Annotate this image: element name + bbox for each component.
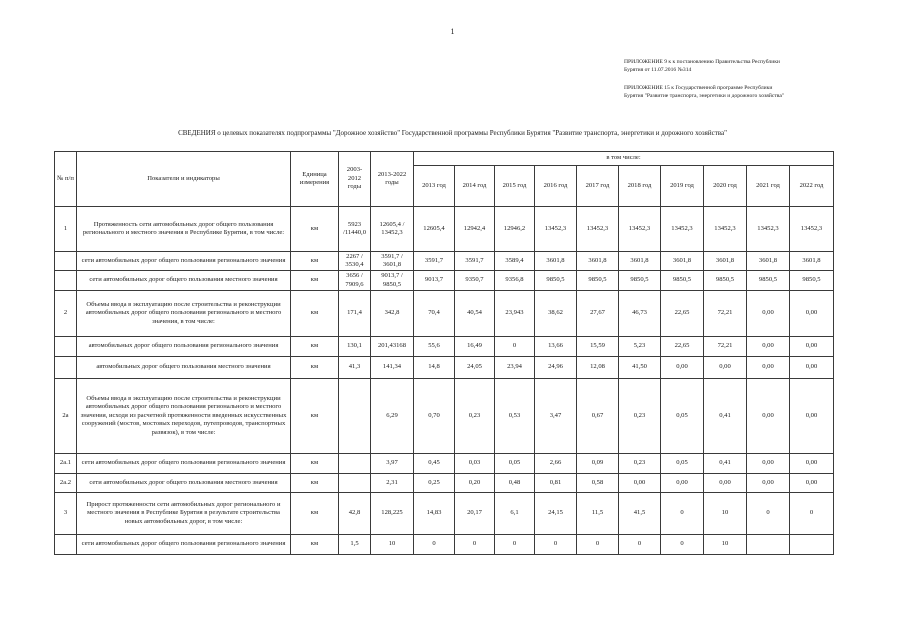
period-2013-2022-cell: 342,8 xyxy=(371,291,414,337)
year-value-cell: 41,5 xyxy=(619,493,661,535)
period-2003-2012-cell: 2267 / 3530,4 xyxy=(339,252,371,271)
period-2003-2012-cell xyxy=(339,379,371,454)
indicator-name-cell: автомобильных дорог общего пользования регионального значения xyxy=(77,337,291,357)
period-2003-2012-cell: 42,8 xyxy=(339,493,371,535)
year-value-cell: 38,62 xyxy=(535,291,577,337)
indicator-name-cell: Объемы ввода в эксплуатацию после строительства и реконструкции автомобильных дорог общего пользования регионального и местного значения, исходя из расчетной протяженности введенных искусственных сооружений (мостов, мостовых переходов, путепроводов, транспортных развязок), в том числе: xyxy=(77,379,291,454)
year-value-cell: 15,59 xyxy=(577,337,619,357)
year-value-cell: 10 xyxy=(704,493,747,535)
header-period-2013-2022: 2013-2022 годы xyxy=(371,152,414,207)
year-value-cell: 9850,5 xyxy=(704,271,747,291)
table-row xyxy=(55,337,834,357)
table-row xyxy=(55,207,834,252)
table-row xyxy=(55,271,834,291)
year-value-cell: 12942,4 xyxy=(455,207,495,252)
indicator-name-cell: автомобильных дорог общего пользования местного значения xyxy=(77,357,291,379)
row-number-cell xyxy=(55,337,77,357)
year-value-cell: 9850,5 xyxy=(619,271,661,291)
year-value-cell: 11,5 xyxy=(577,493,619,535)
year-value-cell: 0,09 xyxy=(577,454,619,474)
year-value-cell: 9850,5 xyxy=(661,271,704,291)
year-value-cell: 3601,8 xyxy=(747,252,790,271)
indicator-name-cell: сети автомобильных дорог общего пользования регионального значения xyxy=(77,454,291,474)
year-value-cell: 70,4 xyxy=(414,291,455,337)
year-value-cell: 3601,8 xyxy=(704,252,747,271)
indicator-name-cell: сети автомобильных дорог общего пользования местного значения xyxy=(77,474,291,493)
year-value-cell: 9850,5 xyxy=(747,271,790,291)
period-2003-2012-cell: 5923 /11440,0 xyxy=(339,207,371,252)
header-year: 2021 год xyxy=(747,166,790,207)
year-value-cell: 0,70 xyxy=(414,379,455,454)
year-value-cell: 9850,5 xyxy=(535,271,577,291)
row-number-cell: 2а.2 xyxy=(55,474,77,493)
year-value-cell: 24,96 xyxy=(535,357,577,379)
header-number: № п/п xyxy=(55,152,77,207)
unit-cell: км xyxy=(291,535,339,555)
row-number-cell xyxy=(55,357,77,379)
year-value-cell: 0 xyxy=(790,493,834,535)
year-value-cell: 3601,8 xyxy=(619,252,661,271)
unit-cell: км xyxy=(291,379,339,454)
attachment-note-1-line2: Бурятия от 11.07.2016 №314 xyxy=(624,67,692,74)
year-value-cell: 72,21 xyxy=(704,291,747,337)
attachment-note-2 xyxy=(624,84,784,101)
indicator-name-cell: Протяженность сети автомобильных дорог общего пользования регионального и местного значения в Республике Бурятия, в том числе: xyxy=(77,207,291,252)
period-2013-2022-cell: 141,34 xyxy=(371,357,414,379)
year-value-cell: 24,15 xyxy=(535,493,577,535)
year-value-cell: 13452,3 xyxy=(747,207,790,252)
header-year: 2018 год xyxy=(619,166,661,207)
year-value-cell: 0,41 xyxy=(704,454,747,474)
year-value-cell: 72,21 xyxy=(704,337,747,357)
year-value-cell: 0,23 xyxy=(619,454,661,474)
period-2013-2022-cell: 201,43168 xyxy=(371,337,414,357)
year-value-cell: 24,05 xyxy=(455,357,495,379)
attachment-note-2-line1: ПРИЛОЖЕНИЕ 15 к Государственной программе Республики xyxy=(624,85,773,91)
year-value-cell: 0,00 xyxy=(747,337,790,357)
period-2013-2022-cell: 3,97 xyxy=(371,454,414,474)
indicator-name-cell: сети автомобильных дорог общего пользования регионального значения xyxy=(77,535,291,555)
header-year: 2016 год xyxy=(535,166,577,207)
year-value-cell: 0,25 xyxy=(414,474,455,493)
year-value-cell: 0,45 xyxy=(414,454,455,474)
year-value-cell: 0,53 xyxy=(495,379,535,454)
year-value-cell: 16,49 xyxy=(455,337,495,357)
year-value-cell: 0,41 xyxy=(704,379,747,454)
year-value-cell: 0,00 xyxy=(747,357,790,379)
year-value-cell: 12,08 xyxy=(577,357,619,379)
year-value-cell: 9356,8 xyxy=(495,271,535,291)
row-number-cell xyxy=(55,271,77,291)
year-value-cell: 0,00 xyxy=(790,337,834,357)
period-2003-2012-cell: 130,1 xyxy=(339,337,371,357)
year-value-cell: 0,00 xyxy=(790,474,834,493)
year-value-cell: 3601,8 xyxy=(790,252,834,271)
period-2003-2012-cell: 1,5 xyxy=(339,535,371,555)
year-value-cell: 3591,7 xyxy=(414,252,455,271)
year-value-cell: 13452,3 xyxy=(535,207,577,252)
year-value-cell: 0,00 xyxy=(790,357,834,379)
year-value-cell: 0 xyxy=(535,535,577,555)
table-row xyxy=(55,252,834,271)
year-value-cell: 3591,7 xyxy=(455,252,495,271)
period-2013-2022-cell: 10 xyxy=(371,535,414,555)
year-value-cell: 22,65 xyxy=(661,337,704,357)
year-value-cell: 13452,3 xyxy=(790,207,834,252)
year-value-cell: 3601,8 xyxy=(577,252,619,271)
year-value-cell: 0 xyxy=(619,535,661,555)
year-value-cell: 9850,5 xyxy=(790,271,834,291)
header-unit: Единица измерения xyxy=(291,152,339,207)
row-number-cell xyxy=(55,535,77,555)
year-value-cell: 0 xyxy=(661,535,704,555)
year-value-cell: 0,00 xyxy=(661,474,704,493)
year-value-cell: 0,00 xyxy=(747,454,790,474)
attachment-note-2-line2: Бурятия "Развитие транспорта, энергетики и дорожного хозяйства" xyxy=(624,93,785,100)
row-number-cell xyxy=(55,252,77,271)
indicator-name-cell: Прирост протяженности сети автомобильных дорог регионального и местного значения в Республике Бурятия в результате строительства новых автомобильных дорог, в том числе: xyxy=(77,493,291,535)
year-value-cell: 0,00 xyxy=(790,379,834,454)
header-year: 2015 год xyxy=(495,166,535,207)
year-value-cell xyxy=(747,535,790,555)
header-year: 2014 год xyxy=(455,166,495,207)
year-value-cell: 6,1 xyxy=(495,493,535,535)
year-value-cell: 0,81 xyxy=(535,474,577,493)
table-row xyxy=(55,291,834,337)
year-value-cell: 0 xyxy=(661,493,704,535)
year-value-cell: 9013,7 xyxy=(414,271,455,291)
year-value-cell: 0 xyxy=(577,535,619,555)
period-2013-2022-cell: 128,225 xyxy=(371,493,414,535)
table-row xyxy=(55,493,834,535)
period-2013-2022-cell: 12605,4 / 13452,3 xyxy=(371,207,414,252)
header-year: 2017 год xyxy=(577,166,619,207)
table-body xyxy=(55,207,834,555)
year-value-cell: 41,50 xyxy=(619,357,661,379)
year-value-cell: 0,00 xyxy=(661,357,704,379)
year-value-cell: 13452,3 xyxy=(704,207,747,252)
year-value-cell: 0,00 xyxy=(704,357,747,379)
year-value-cell: 3,47 xyxy=(535,379,577,454)
year-value-cell: 3601,8 xyxy=(661,252,704,271)
page-number: 1 xyxy=(450,27,455,36)
year-value-cell: 0,23 xyxy=(619,379,661,454)
indicator-name-cell: Объемы ввода в эксплуатацию после строительства и реконструкции автомобильных дорог общего пользования регионального и местного значения, в том числе: xyxy=(77,291,291,337)
year-value-cell: 13452,3 xyxy=(619,207,661,252)
year-value-cell: 0,05 xyxy=(661,379,704,454)
attachment-note-1 xyxy=(624,58,780,75)
year-value-cell: 23,94 xyxy=(495,357,535,379)
year-value-cell: 0,00 xyxy=(790,454,834,474)
period-2013-2022-cell: 9013,7 / 9850,5 xyxy=(371,271,414,291)
attachment-note-1-line1: ПРИЛОЖЕНИЕ 9 к к постановлению Правительства Республики xyxy=(624,59,780,65)
header-period-2003-2012: 2003-2012 годы xyxy=(339,152,371,207)
header-year: 2019 год xyxy=(661,166,704,207)
year-value-cell: 23,943 xyxy=(495,291,535,337)
indicator-name-cell: сети автомобильных дорог общего пользования местного значения xyxy=(77,271,291,291)
year-value-cell: 0 xyxy=(455,535,495,555)
table-row xyxy=(55,535,834,555)
indicators-table xyxy=(54,151,834,555)
year-value-cell: 2,66 xyxy=(535,454,577,474)
period-2003-2012-cell xyxy=(339,454,371,474)
unit-cell: км xyxy=(291,474,339,493)
header-year: 2022 год xyxy=(790,166,834,207)
period-2013-2022-cell: 6,29 xyxy=(371,379,414,454)
year-value-cell: 3589,4 xyxy=(495,252,535,271)
year-value-cell: 0 xyxy=(495,535,535,555)
row-number-cell: 2а.1 xyxy=(55,454,77,474)
indicator-name-cell: сети автомобильных дорог общего пользования регионального значения xyxy=(77,252,291,271)
document-title: СВЕДЕНИЯ о целевых показателях подпрограммы "Дорожное хозяйство" Государственной программы Республики Бурятия "Развитие транспорта, энергетики и дорожного хозяйства" xyxy=(178,129,727,137)
year-value-cell: 9850,5 xyxy=(577,271,619,291)
unit-cell: км xyxy=(291,252,339,271)
unit-cell: км xyxy=(291,271,339,291)
year-value-cell: 0 xyxy=(747,493,790,535)
year-value-cell: 0,20 xyxy=(455,474,495,493)
year-value-cell: 10 xyxy=(704,535,747,555)
table-row xyxy=(55,379,834,454)
year-value-cell: 5,23 xyxy=(619,337,661,357)
year-value-cell: 0,00 xyxy=(619,474,661,493)
year-value-cell: 13452,3 xyxy=(577,207,619,252)
header-including: в том числе: xyxy=(414,152,834,166)
year-value-cell: 9350,7 xyxy=(455,271,495,291)
year-value-cell: 14,83 xyxy=(414,493,455,535)
unit-cell: км xyxy=(291,493,339,535)
row-number-cell: 1 xyxy=(55,207,77,252)
year-value-cell: 40,54 xyxy=(455,291,495,337)
row-number-cell: 2а xyxy=(55,379,77,454)
unit-cell: км xyxy=(291,357,339,379)
year-value-cell: 55,6 xyxy=(414,337,455,357)
table-row xyxy=(55,454,834,474)
period-2013-2022-cell: 2,31 xyxy=(371,474,414,493)
year-value-cell: 0 xyxy=(495,337,535,357)
year-value-cell: 27,67 xyxy=(577,291,619,337)
year-value-cell: 0,05 xyxy=(495,454,535,474)
period-2003-2012-cell: 3656 / 7909,6 xyxy=(339,271,371,291)
year-value-cell: 12605,4 xyxy=(414,207,455,252)
year-value-cell: 0,00 xyxy=(747,291,790,337)
year-value-cell: 0,05 xyxy=(661,454,704,474)
year-value-cell: 0 xyxy=(414,535,455,555)
header-indicator: Показатели и индикаторы xyxy=(77,152,291,207)
year-value-cell: 20,17 xyxy=(455,493,495,535)
year-value-cell: 3601,8 xyxy=(535,252,577,271)
period-2003-2012-cell: 171,4 xyxy=(339,291,371,337)
unit-cell: км xyxy=(291,291,339,337)
unit-cell: км xyxy=(291,337,339,357)
year-value-cell: 14,8 xyxy=(414,357,455,379)
year-value-cell: 46,73 xyxy=(619,291,661,337)
unit-cell: км xyxy=(291,454,339,474)
year-value-cell: 0,67 xyxy=(577,379,619,454)
year-value-cell: 22,65 xyxy=(661,291,704,337)
year-value-cell: 0,03 xyxy=(455,454,495,474)
year-value-cell: 13452,3 xyxy=(661,207,704,252)
header-year: 2020 год xyxy=(704,166,747,207)
header-year: 2013 год xyxy=(414,166,455,207)
year-value-cell: 0,00 xyxy=(790,291,834,337)
unit-cell: км xyxy=(291,207,339,252)
row-number-cell: 2 xyxy=(55,291,77,337)
year-value-cell: 0,00 xyxy=(747,474,790,493)
year-value-cell: 0,00 xyxy=(747,379,790,454)
row-number-cell: 3 xyxy=(55,493,77,535)
table-row xyxy=(55,474,834,493)
period-2003-2012-cell: 41,3 xyxy=(339,357,371,379)
year-value-cell xyxy=(790,535,834,555)
year-value-cell: 0,23 xyxy=(455,379,495,454)
period-2003-2012-cell xyxy=(339,474,371,493)
period-2013-2022-cell: 3591,7 / 3601,8 xyxy=(371,252,414,271)
table-row xyxy=(55,357,834,379)
year-value-cell: 0,00 xyxy=(704,474,747,493)
year-value-cell: 12946,2 xyxy=(495,207,535,252)
year-value-cell: 0,58 xyxy=(577,474,619,493)
year-value-cell: 13,66 xyxy=(535,337,577,357)
year-value-cell: 0,48 xyxy=(495,474,535,493)
